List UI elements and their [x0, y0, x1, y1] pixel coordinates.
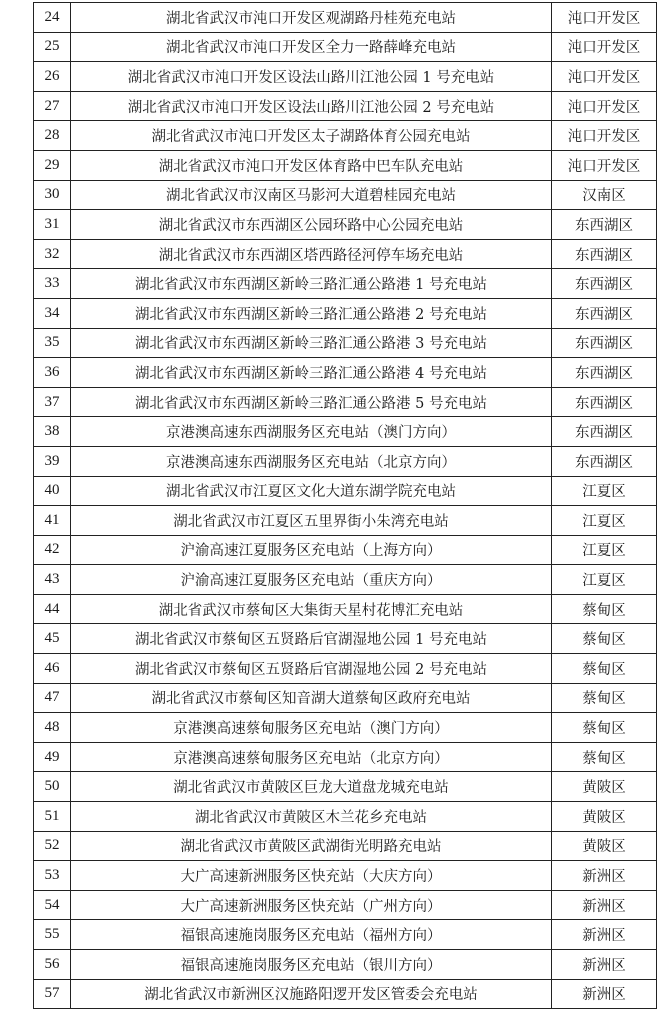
table-row: [34, 920, 657, 950]
station-name-cell: 湖北省武汉市东西湖区新岭三路汇通公路港 4 号充电站: [71, 358, 552, 388]
row-number-cell: 54: [34, 890, 71, 920]
district-cell: 蔡甸区: [552, 683, 657, 713]
table-row: [34, 654, 657, 684]
district-cell: 新洲区: [552, 920, 657, 950]
district-cell: 沌口开发区: [552, 91, 657, 121]
district-cell: 蔡甸区: [552, 624, 657, 654]
station-name-cell: 湖北省武汉市蔡甸区五贤路后官湖湿地公园 2 号充电站: [71, 654, 552, 684]
district-cell: 东西湖区: [552, 328, 657, 358]
station-name-cell: 湖北省武汉市沌口开发区观湖路丹桂苑充电站: [71, 3, 552, 33]
table-row: [34, 890, 657, 920]
table-row: [34, 387, 657, 417]
table-row: [34, 950, 657, 980]
row-number-cell: 31: [34, 210, 71, 240]
station-name-cell: 湖北省武汉市汉南区马影河大道碧桂园充电站: [71, 180, 552, 210]
row-number-cell: 34: [34, 298, 71, 328]
table-row: [34, 683, 657, 713]
charging-station-table: [33, 2, 657, 1009]
district-cell: 蔡甸区: [552, 594, 657, 624]
station-name-cell: 湖北省武汉市沌口开发区设法山路川江池公园 2 号充电站: [71, 91, 552, 121]
station-name-cell: 湖北省武汉市蔡甸区知音湖大道蔡甸区政府充电站: [71, 683, 552, 713]
table-row: [34, 476, 657, 506]
station-name-cell: 湖北省武汉市沌口开发区太子湖路体育公园充电站: [71, 121, 552, 151]
station-name-cell: 大广高速新洲服务区快充站（广州方向）: [71, 890, 552, 920]
station-name-cell: 湖北省武汉市东西湖区新岭三路汇通公路港 3 号充电站: [71, 328, 552, 358]
row-number-cell: 48: [34, 713, 71, 743]
row-number-cell: 24: [34, 3, 71, 33]
table-row: [34, 594, 657, 624]
table-row: [34, 506, 657, 536]
district-cell: 黄陂区: [552, 772, 657, 802]
station-name-cell: 福银高速施岗服务区充电站（福州方向）: [71, 920, 552, 950]
row-number-cell: 39: [34, 446, 71, 476]
district-cell: 新洲区: [552, 861, 657, 891]
table-row: [34, 3, 657, 33]
station-name-cell: 湖北省武汉市沌口开发区设法山路川江池公园 1 号充电站: [71, 62, 552, 92]
row-number-cell: 56: [34, 950, 71, 980]
table-row: [34, 446, 657, 476]
row-number-cell: 41: [34, 506, 71, 536]
district-cell: 东西湖区: [552, 358, 657, 388]
district-cell: 黄陂区: [552, 802, 657, 832]
row-number-cell: 32: [34, 239, 71, 269]
row-number-cell: 47: [34, 683, 71, 713]
row-number-cell: 51: [34, 802, 71, 832]
district-cell: 江夏区: [552, 565, 657, 595]
station-name-cell: 京港澳高速东西湖服务区充电站（北京方向）: [71, 446, 552, 476]
row-number-cell: 43: [34, 565, 71, 595]
district-cell: 东西湖区: [552, 446, 657, 476]
row-number-cell: 37: [34, 387, 71, 417]
district-cell: 东西湖区: [552, 298, 657, 328]
table-body: [34, 3, 657, 1009]
district-cell: 黄陂区: [552, 831, 657, 861]
table-row: [34, 180, 657, 210]
district-cell: 东西湖区: [552, 417, 657, 447]
table-row: [34, 210, 657, 240]
district-cell: 沌口开发区: [552, 32, 657, 62]
row-number-cell: 25: [34, 32, 71, 62]
row-number-cell: 42: [34, 535, 71, 565]
table-row: [34, 713, 657, 743]
table-row: [34, 831, 657, 861]
table-row: [34, 298, 657, 328]
table-row: [34, 328, 657, 358]
table-row: [34, 62, 657, 92]
district-cell: 蔡甸区: [552, 713, 657, 743]
station-name-cell: 湖北省武汉市沌口开发区体育路中巴车队充电站: [71, 150, 552, 180]
district-cell: 东西湖区: [552, 387, 657, 417]
station-name-cell: 京港澳高速蔡甸服务区充电站（北京方向）: [71, 742, 552, 772]
table-row: [34, 535, 657, 565]
station-name-cell: 京港澳高速蔡甸服务区充电站（澳门方向）: [71, 713, 552, 743]
row-number-cell: 46: [34, 654, 71, 684]
row-number-cell: 40: [34, 476, 71, 506]
district-cell: 新洲区: [552, 979, 657, 1009]
row-number-cell: 33: [34, 269, 71, 299]
table-row: [34, 861, 657, 891]
district-cell: 东西湖区: [552, 269, 657, 299]
table-row: [34, 565, 657, 595]
station-name-cell: 湖北省武汉市江夏区五里界街小朱湾充电站: [71, 506, 552, 536]
table-row: [34, 121, 657, 151]
row-number-cell: 38: [34, 417, 71, 447]
district-cell: 新洲区: [552, 890, 657, 920]
table-row: [34, 239, 657, 269]
district-cell: 汉南区: [552, 180, 657, 210]
station-name-cell: 湖北省武汉市东西湖区新岭三路汇通公路港 2 号充电站: [71, 298, 552, 328]
district-cell: 沌口开发区: [552, 3, 657, 33]
station-name-cell: 湖北省武汉市东西湖区塔西路径河停车场充电站: [71, 239, 552, 269]
table-row: [34, 150, 657, 180]
table-row: [34, 979, 657, 1009]
row-number-cell: 49: [34, 742, 71, 772]
row-number-cell: 30: [34, 180, 71, 210]
station-name-cell: 湖北省武汉市蔡甸区大集街天星村花博汇充电站: [71, 594, 552, 624]
row-number-cell: 36: [34, 358, 71, 388]
station-name-cell: 大广高速新洲服务区快充站（大庆方向）: [71, 861, 552, 891]
row-number-cell: 53: [34, 861, 71, 891]
table-row: [34, 417, 657, 447]
row-number-cell: 50: [34, 772, 71, 802]
district-cell: 江夏区: [552, 535, 657, 565]
table-row: [34, 802, 657, 832]
district-cell: 江夏区: [552, 506, 657, 536]
row-number-cell: 29: [34, 150, 71, 180]
district-cell: 蔡甸区: [552, 654, 657, 684]
district-cell: 沌口开发区: [552, 121, 657, 151]
table-row: [34, 358, 657, 388]
station-name-cell: 福银高速施岗服务区充电站（银川方向）: [71, 950, 552, 980]
station-name-cell: 湖北省武汉市沌口开发区全力一路薛峰充电站: [71, 32, 552, 62]
district-cell: 新洲区: [552, 950, 657, 980]
district-cell: 沌口开发区: [552, 150, 657, 180]
station-name-cell: 湖北省武汉市新洲区汉施路阳逻开发区管委会充电站: [71, 979, 552, 1009]
station-name-cell: 湖北省武汉市黄陂区武湖街光明路充电站: [71, 831, 552, 861]
station-name-cell: 湖北省武汉市东西湖区新岭三路汇通公路港 5 号充电站: [71, 387, 552, 417]
station-name-cell: 湖北省武汉市黄陂区巨龙大道盘龙城充电站: [71, 772, 552, 802]
station-name-cell: 湖北省武汉市江夏区文化大道东湖学院充电站: [71, 476, 552, 506]
row-number-cell: 44: [34, 594, 71, 624]
district-cell: 东西湖区: [552, 210, 657, 240]
row-number-cell: 35: [34, 328, 71, 358]
station-name-cell: 湖北省武汉市东西湖区新岭三路汇通公路港 1 号充电站: [71, 269, 552, 299]
table-row: [34, 269, 657, 299]
row-number-cell: 55: [34, 920, 71, 950]
station-name-cell: 湖北省武汉市黄陂区木兰花乡充电站: [71, 802, 552, 832]
table-row: [34, 91, 657, 121]
station-name-cell: 沪渝高速江夏服务区充电站（上海方向）: [71, 535, 552, 565]
row-number-cell: 26: [34, 62, 71, 92]
row-number-cell: 28: [34, 121, 71, 151]
station-name-cell: 京港澳高速东西湖服务区充电站（澳门方向）: [71, 417, 552, 447]
row-number-cell: 27: [34, 91, 71, 121]
district-cell: 江夏区: [552, 476, 657, 506]
row-number-cell: 45: [34, 624, 71, 654]
district-cell: 东西湖区: [552, 239, 657, 269]
table-row: [34, 32, 657, 62]
station-name-cell: 湖北省武汉市蔡甸区五贤路后官湖湿地公园 1 号充电站: [71, 624, 552, 654]
station-name-cell: 沪渝高速江夏服务区充电站（重庆方向）: [71, 565, 552, 595]
row-number-cell: 52: [34, 831, 71, 861]
district-cell: 蔡甸区: [552, 742, 657, 772]
table-row: [34, 772, 657, 802]
table-row: [34, 624, 657, 654]
row-number-cell: 57: [34, 979, 71, 1009]
station-name-cell: 湖北省武汉市东西湖区公园环路中心公园充电站: [71, 210, 552, 240]
table-row: [34, 742, 657, 772]
district-cell: 沌口开发区: [552, 62, 657, 92]
